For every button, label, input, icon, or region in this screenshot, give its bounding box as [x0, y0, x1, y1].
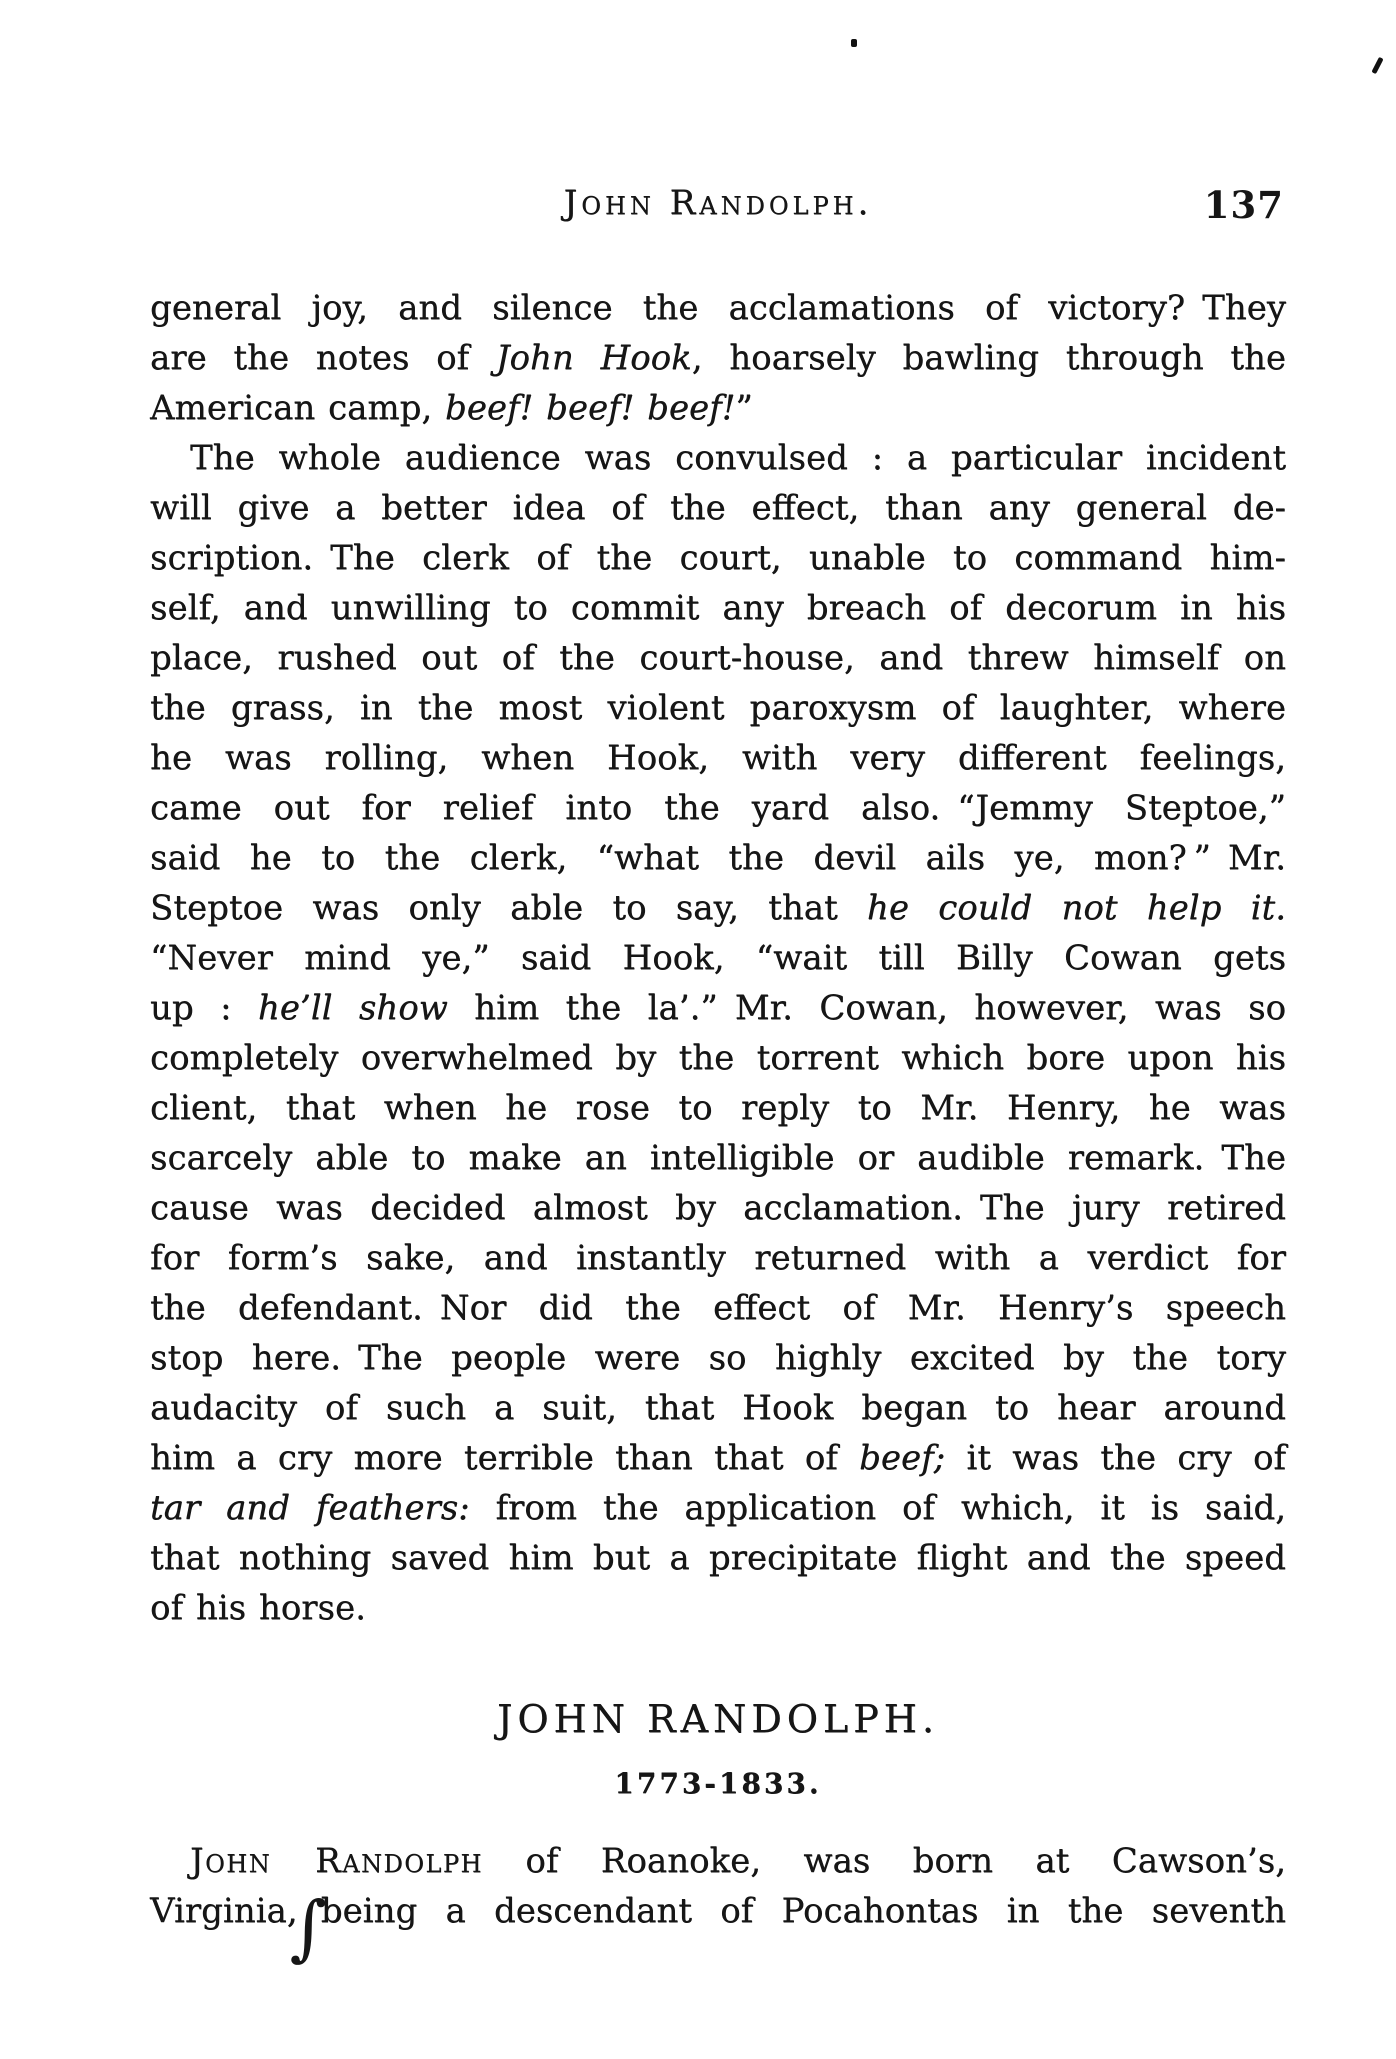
text-line: came out for relief into the yard also. “Jemmy Steptoe,” [150, 788, 1286, 828]
page-column [150, 183, 1286, 1969]
bio-text [150, 1836, 1286, 1969]
text-line: Virginia,∫being a descendant of Pocahontas in the seventh [150, 1885, 1286, 1969]
scan-speck-dot [851, 39, 857, 47]
running-header-title: John Randolph. [563, 183, 873, 223]
text-line: client, that when he rose to reply to Mr. Henry, he was [150, 1088, 1286, 1128]
body-text [150, 283, 1286, 1633]
paragraph [150, 433, 1286, 1633]
text-line: The whole audience was convulsed : a particular incident [190, 438, 1286, 478]
text-line: American camp, beef! beef! beef!” [150, 388, 753, 428]
text-line: for form’s sake, and instantly returned with a verdict for [150, 1238, 1286, 1278]
paragraph [150, 283, 1286, 433]
running-header [150, 183, 1286, 241]
text-line: self, and unwilling to commit any breach of decorum in his [150, 588, 1286, 628]
text-line: will give a better idea of the effect, than any general de- [150, 488, 1286, 528]
text-line: “Never mind ye,” said Hook, “wait till Billy Cowan gets [150, 938, 1286, 978]
text-line: are the notes of John Hook, hoarsely bawling through the [150, 338, 1286, 378]
text-line: completely overwhelmed by the torrent which bore upon his [150, 1038, 1286, 1078]
text-line: scription. The clerk of the court, unable to command him- [150, 538, 1286, 578]
paragraph [150, 1836, 1286, 1969]
text-line: scarcely able to make an intelligible or audible remark. The [150, 1138, 1286, 1178]
text-line: general joy, and silence the acclamations of victory? They [150, 288, 1286, 328]
text-line: said he to the clerk, “what the devil ails ye, mon? ” Mr. [150, 838, 1286, 878]
scan-speck-stroke [1371, 57, 1383, 74]
text-line: that nothing saved him but a precipitate flight and the speed [150, 1538, 1286, 1578]
text-line: tar and feathers: from the application of which, it is said, [150, 1488, 1286, 1528]
text-line: the defendant. Nor did the effect of Mr. Henry’s speech [150, 1288, 1286, 1328]
text-line: audacity of such a suit, that Hook began to hear around [150, 1388, 1286, 1428]
text-line: cause was decided almost by acclamation. The jury retired [150, 1188, 1286, 1228]
text-line: of his horse. [150, 1588, 366, 1628]
section-dates: 1773-1833. [614, 1767, 822, 1800]
text-line: up : he’ll show him the la’.” Mr. Cowan, however, was so [150, 988, 1286, 1028]
section-heading: JOHN RANDOLPH. [497, 1697, 939, 1741]
text-line: John Randolph of Roanoke, was born at Cawson’s, [190, 1841, 1286, 1881]
text-line: place, rushed out of the court-house, and threw himself on [150, 638, 1286, 678]
page-number: 137 [1203, 183, 1284, 227]
text-line: stop here. The people were so highly excited by the tory [150, 1338, 1286, 1378]
text-line: him a cry more terrible than that of beef; it was the cry of [150, 1438, 1286, 1478]
text-line: the grass, in the most violent paroxysm of laughter, where [150, 688, 1286, 728]
text-line: he was rolling, when Hook, with very different feelings, [150, 738, 1286, 778]
text-line: Steptoe was only able to say, that he could not help it. [150, 888, 1286, 928]
